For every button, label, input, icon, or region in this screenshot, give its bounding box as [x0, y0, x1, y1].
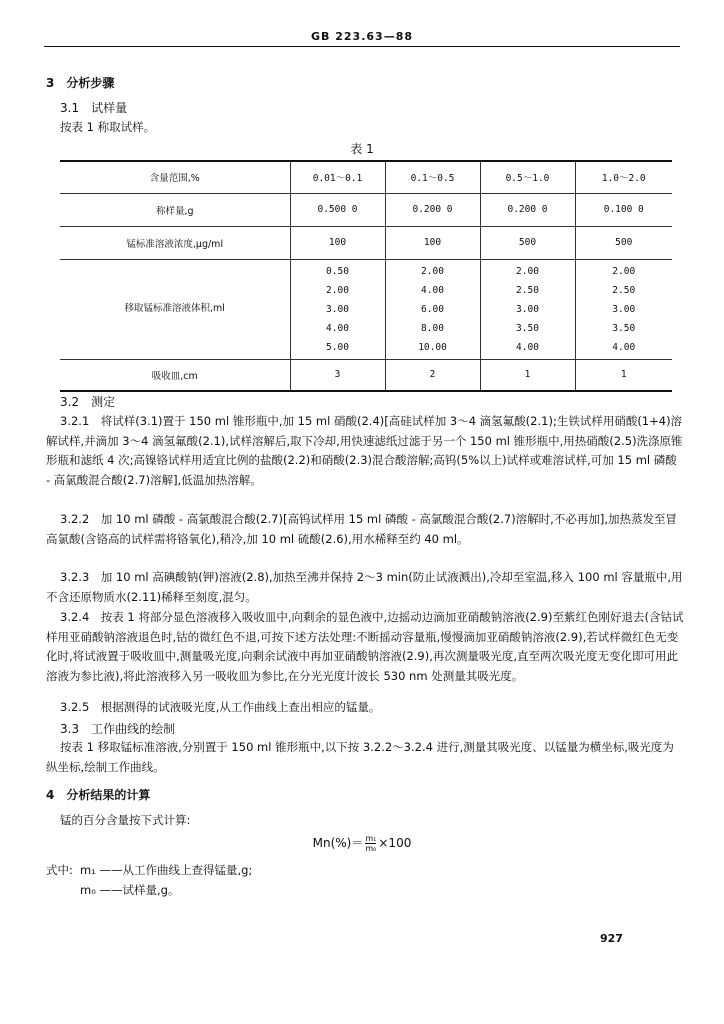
table-row: [60, 259, 672, 359]
header-rule: [44, 46, 680, 47]
section-4-heading: 4 分析结果的计算: [46, 788, 151, 802]
section-3-1-text: 按表 1 称取试样。: [60, 120, 156, 134]
row-label: 称样量,g: [60, 193, 290, 226]
table-cell: 500: [575, 226, 672, 259]
legend-m1: m₁ ——从工作曲线上查得锰量,g;: [80, 863, 253, 877]
table-row: [60, 226, 672, 259]
section-3-2-heading: 3.2 测定: [60, 395, 116, 409]
manganese-formula: [0, 834, 724, 853]
table-row: [60, 359, 672, 391]
formula-rhs: ×100: [378, 836, 412, 850]
row-label: 吸收皿,cm: [60, 359, 290, 391]
table-cell: 100: [290, 226, 385, 259]
table-cell: 500: [480, 226, 575, 259]
table-cell: 0.500 0: [290, 193, 385, 226]
page-number: 927: [600, 932, 623, 945]
formula-lhs: Mn(%)＝: [312, 836, 364, 850]
table-row: [60, 193, 672, 226]
table-cell: 1: [575, 359, 672, 391]
table-cell-stack: 0.50 2.00 3.00 4.00 5.00: [290, 259, 385, 359]
paragraph-3-2-1: 3.2.1 将试样(3.1)置于 150 ml 锥形瓶中,加 15 ml 硝酸(2.4)[高硅试样加 3～4 滴氢氟酸(2.1);生铁试样用硝酸(1+4)溶解试样,并滴加 3～4 滴氢氟酸(2.1),试样溶解后,取下冷却,用快速滤纸过滤于另一个 150 ml 锥形瓶中,用热硝酸(2.5)洗涤原锥形瓶和滤纸 4 次;高镍铬试样用适宜比例的盐酸(2.2)和硝酸(2.3)混合酸溶解;高钨(5%以上)试样或难溶试样,可加 15 ml 磷酸 - 高氯酸混合酸(2.7)溶解],低温加热溶解。: [46, 414, 683, 487]
paragraph-3-2-4: 3.2.4 按表 1 将部分显色溶液移入吸收皿中,向剩余的显色液中,边摇动边滴加亚硝酸钠溶液(2.9)至紫红色刚好退去(含钴试样用亚硝酸钠溶液退色时,钴的微红色不退,可按下述方法处理:不断摇动容量瓶,慢慢滴加亚硝酸钠溶液(2.9),若试样微红色无变化时,将试液置于吸收皿中,测量吸光度,向剩余试液中再加亚硝酸钠溶液(2.9),再次测量吸光度,直至两次吸光度无变化即可用此溶液为参比液),将此溶液移入另一吸收皿为参比,在分光光度计波长 530 nm 处测量其吸光度。: [46, 610, 684, 683]
table-cell: 1: [480, 359, 575, 391]
row-label: 含量范围,%: [60, 161, 290, 193]
formula-fraction: [365, 834, 376, 853]
table-cell: 3: [290, 359, 385, 391]
table-cell: 1.0～2.0: [575, 161, 672, 193]
table-cell: 0.1～0.5: [385, 161, 480, 193]
table-cell-stack: 2.00 2.50 3.00 3.50 4.00: [575, 259, 672, 359]
table-cell: 2: [385, 359, 480, 391]
table-title: 表 1: [350, 142, 374, 156]
paragraph-3-2-2: 3.2.2 加 10 ml 磷酸 - 高氯酸混合酸(2.7)[高钨试样用 15 ml 磷酸 - 高氯酸混合酸(2.7)溶解时,不必再加],加热蒸发至冒高氯酸(含铬高的试样需将铬氧化),稍冷,加 10 ml 硫酸(2.6),用水稀释至约 40 ml。: [46, 512, 677, 546]
paragraph-3-2-3: 3.2.3 加 10 ml 高碘酸钠(钾)溶液(2.8),加热至沸并保持 2～3 min(防止试液溅出),冷却至室温,移入 100 ml 容量瓶中,用不含还原物质水(2.11)稀释至刻度,混匀。: [46, 570, 683, 604]
table-cell: 0.100 0: [575, 193, 672, 226]
paragraph-4: 锰的百分含量按下式计算:: [60, 813, 191, 827]
table-cell: 100: [385, 226, 480, 259]
table-cell: 0.200 0: [480, 193, 575, 226]
section-3-3-heading: 3.3 工作曲线的绘制: [60, 722, 176, 736]
sample-table: [60, 160, 672, 392]
table-cell-stack: 2.00 4.00 6.00 8.00 10.00: [385, 259, 480, 359]
table-cell-stack: 2.00 2.50 3.00 3.50 4.00: [480, 259, 575, 359]
section-3-1-heading: 3.1 试样量: [60, 101, 128, 115]
table-cell: 0.5～1.0: [480, 161, 575, 193]
table-cell: 0.01～0.1: [290, 161, 385, 193]
row-label: 移取锰标准溶液体积,ml: [60, 259, 290, 359]
formula-numerator: m₁: [365, 834, 377, 843]
table-row: [60, 161, 672, 193]
legend-intro: 式中:: [46, 863, 73, 877]
standard-header: GB 223.63—88: [311, 30, 413, 43]
table-cell: 0.200 0: [385, 193, 480, 226]
row-label: 锰标准溶液浓度,μg/ml: [60, 226, 290, 259]
paragraph-3-2-5: 3.2.5 根据测得的试液吸光度,从工作曲线上查出相应的锰量。: [60, 700, 381, 714]
paragraph-3-3: 按表 1 移取锰标准溶液,分别置于 150 ml 锥形瓶中,以下按 3.2.2～3.2.4 进行,测量其吸光度、以锰量为横坐标,吸光度为纵坐标,绘制工作曲线。: [46, 740, 674, 774]
formula-denominator: m₀: [365, 844, 377, 853]
legend-m0: m₀ ——试样量,g。: [80, 883, 180, 897]
section-3-heading: 3 分析步骤: [46, 76, 115, 90]
